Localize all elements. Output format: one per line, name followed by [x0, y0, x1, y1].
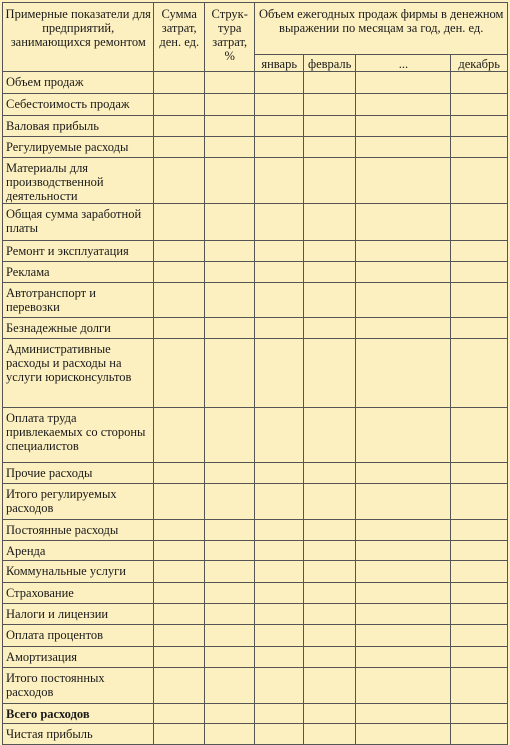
- value-cell: [255, 520, 303, 541]
- table-row: [3, 204, 508, 241]
- value-cell: [303, 561, 356, 583]
- value-cell: [154, 72, 204, 94]
- value-cell: [204, 463, 254, 484]
- value-cell: [451, 318, 508, 339]
- header-annual-sales: Объем ежегодных продаж фирмы в денежном выражении по месяцам за год, ден. ед.: [255, 3, 508, 55]
- value-cell: [204, 94, 254, 116]
- row-label: Аренда: [3, 541, 154, 561]
- value-cell: [154, 204, 204, 241]
- value-cell: [451, 262, 508, 283]
- value-cell: [154, 158, 204, 204]
- value-cell: [451, 604, 508, 625]
- value-cell: [204, 668, 254, 704]
- value-cell: [356, 583, 451, 604]
- value-cell: [356, 625, 451, 647]
- value-cell: [204, 318, 254, 339]
- value-cell: [451, 583, 508, 604]
- value-cell: [154, 520, 204, 541]
- value-cell: [356, 408, 451, 463]
- value-cell: [303, 408, 356, 463]
- header-month-ellipsis: ...: [356, 55, 451, 72]
- value-cell: [303, 283, 356, 318]
- value-cell: [154, 647, 204, 668]
- table-row: [3, 72, 508, 94]
- value-cell: [451, 283, 508, 318]
- value-cell: [154, 583, 204, 604]
- row-label: Коммунальные услуги: [3, 561, 154, 583]
- value-cell: [451, 137, 508, 158]
- value-cell: [204, 262, 254, 283]
- table-row: [3, 408, 508, 463]
- value-cell: [154, 604, 204, 625]
- value-cell: [255, 583, 303, 604]
- header-month-february: февраль: [303, 55, 356, 72]
- table-row: [3, 137, 508, 158]
- value-cell: [255, 94, 303, 116]
- value-cell: [356, 604, 451, 625]
- row-label: Итого регулируемых расходов: [3, 484, 154, 520]
- value-cell: [356, 724, 451, 745]
- row-label: Оплата труда привлекаемых со стороны специалистов: [3, 408, 154, 463]
- value-cell: [204, 647, 254, 668]
- value-cell: [356, 116, 451, 137]
- value-cell: [204, 704, 254, 724]
- row-label: Материалы для производственной деятельности: [3, 158, 154, 204]
- value-cell: [204, 724, 254, 745]
- value-cell: [303, 116, 356, 137]
- value-cell: [204, 72, 254, 94]
- value-cell: [204, 116, 254, 137]
- value-cell: [154, 484, 204, 520]
- value-cell: [154, 116, 204, 137]
- value-cell: [154, 668, 204, 704]
- row-label: Всего расходов: [3, 704, 154, 724]
- value-cell: [154, 339, 204, 408]
- value-cell: [303, 158, 356, 204]
- value-cell: [356, 520, 451, 541]
- table-row: [3, 158, 508, 204]
- table-row: [3, 262, 508, 283]
- value-cell: [154, 94, 204, 116]
- table-row: [3, 520, 508, 541]
- value-cell: [204, 604, 254, 625]
- table-row: [3, 339, 508, 408]
- value-cell: [255, 241, 303, 262]
- value-cell: [255, 724, 303, 745]
- value-cell: [255, 137, 303, 158]
- row-label: Чистая прибыль: [3, 724, 154, 745]
- value-cell: [451, 625, 508, 647]
- value-cell: [255, 604, 303, 625]
- value-cell: [303, 625, 356, 647]
- value-cell: [303, 339, 356, 408]
- value-cell: [255, 561, 303, 583]
- table-row: [3, 318, 508, 339]
- value-cell: [451, 72, 508, 94]
- value-cell: [451, 724, 508, 745]
- value-cell: [204, 561, 254, 583]
- row-label: Валовая прибыль: [3, 116, 154, 137]
- value-cell: [303, 724, 356, 745]
- value-cell: [356, 204, 451, 241]
- value-cell: [451, 158, 508, 204]
- value-cell: [303, 262, 356, 283]
- value-cell: [303, 241, 356, 262]
- row-label: Административные расходы и расходы на услуги юрисконсультов: [3, 339, 154, 408]
- value-cell: [154, 463, 204, 484]
- value-cell: [204, 520, 254, 541]
- value-cell: [255, 204, 303, 241]
- value-cell: [303, 72, 356, 94]
- value-cell: [255, 625, 303, 647]
- value-cell: [356, 647, 451, 668]
- table-row: [3, 561, 508, 583]
- value-cell: [356, 262, 451, 283]
- row-label: Регулируемые расходы: [3, 137, 154, 158]
- value-cell: [451, 541, 508, 561]
- table-row: [3, 704, 508, 724]
- value-cell: [356, 463, 451, 484]
- row-label: Объем продаж: [3, 72, 154, 94]
- value-cell: [356, 704, 451, 724]
- value-cell: [204, 283, 254, 318]
- row-label: Амортизация: [3, 647, 154, 668]
- value-cell: [451, 408, 508, 463]
- row-label: Себестоимость продаж: [3, 94, 154, 116]
- expense-table: [2, 2, 508, 745]
- table-row: [3, 583, 508, 604]
- table-row: [3, 241, 508, 262]
- value-cell: [303, 484, 356, 520]
- value-cell: [154, 241, 204, 262]
- value-cell: [451, 561, 508, 583]
- value-cell: [255, 668, 303, 704]
- value-cell: [204, 339, 254, 408]
- value-cell: [451, 241, 508, 262]
- value-cell: [451, 668, 508, 704]
- value-cell: [255, 318, 303, 339]
- value-cell: [154, 408, 204, 463]
- value-cell: [451, 463, 508, 484]
- value-cell: [303, 668, 356, 704]
- row-label: Автотранспорт и перевозки: [3, 283, 154, 318]
- value-cell: [154, 704, 204, 724]
- value-cell: [154, 724, 204, 745]
- value-cell: [451, 339, 508, 408]
- value-cell: [356, 137, 451, 158]
- value-cell: [303, 94, 356, 116]
- table-row: [3, 625, 508, 647]
- value-cell: [356, 283, 451, 318]
- value-cell: [204, 408, 254, 463]
- value-cell: [154, 262, 204, 283]
- value-cell: [255, 158, 303, 204]
- value-cell: [303, 520, 356, 541]
- value-cell: [204, 137, 254, 158]
- value-cell: [255, 463, 303, 484]
- value-cell: [303, 204, 356, 241]
- value-cell: [204, 158, 254, 204]
- header-indicators: Примерные показатели для предприятий, занимающихся ремонтом: [3, 3, 154, 72]
- value-cell: [255, 484, 303, 520]
- value-cell: [356, 561, 451, 583]
- value-cell: [255, 647, 303, 668]
- value-cell: [451, 204, 508, 241]
- value-cell: [356, 72, 451, 94]
- value-cell: [451, 94, 508, 116]
- value-cell: [204, 241, 254, 262]
- row-label: Страхование: [3, 583, 154, 604]
- table-row: [3, 484, 508, 520]
- value-cell: [303, 463, 356, 484]
- value-cell: [255, 704, 303, 724]
- row-label: Общая сумма заработной платы: [3, 204, 154, 241]
- row-label: Реклама: [3, 262, 154, 283]
- row-label: Налоги и лицензии: [3, 604, 154, 625]
- value-cell: [255, 541, 303, 561]
- value-cell: [204, 204, 254, 241]
- value-cell: [451, 520, 508, 541]
- value-cell: [451, 647, 508, 668]
- value-cell: [356, 668, 451, 704]
- table-row: [3, 604, 508, 625]
- value-cell: [356, 241, 451, 262]
- value-cell: [204, 625, 254, 647]
- value-cell: [154, 283, 204, 318]
- value-cell: [356, 318, 451, 339]
- value-cell: [356, 541, 451, 561]
- row-label: Постоянные расходы: [3, 520, 154, 541]
- value-cell: [356, 339, 451, 408]
- row-label: Оплата процентов: [3, 625, 154, 647]
- table-row: [3, 647, 508, 668]
- header-month-january: январь: [255, 55, 303, 72]
- header-month-december: декабрь: [451, 55, 508, 72]
- value-cell: [204, 541, 254, 561]
- value-cell: [356, 94, 451, 116]
- value-cell: [154, 561, 204, 583]
- value-cell: [303, 704, 356, 724]
- value-cell: [303, 541, 356, 561]
- value-cell: [255, 262, 303, 283]
- value-cell: [255, 116, 303, 137]
- value-cell: [451, 484, 508, 520]
- value-cell: [356, 484, 451, 520]
- value-cell: [303, 647, 356, 668]
- value-cell: [154, 541, 204, 561]
- table-row: [3, 541, 508, 561]
- value-cell: [255, 339, 303, 408]
- table-row: [3, 116, 508, 137]
- header-cost-sum: Сумма затрат, ден. ед.: [154, 3, 204, 72]
- value-cell: [303, 583, 356, 604]
- value-cell: [154, 137, 204, 158]
- value-cell: [303, 604, 356, 625]
- value-cell: [255, 283, 303, 318]
- value-cell: [303, 318, 356, 339]
- row-label: Итого постоянных расходов: [3, 668, 154, 704]
- table-row: [3, 668, 508, 704]
- row-label: Ремонт и эксплуатация: [3, 241, 154, 262]
- value-cell: [154, 625, 204, 647]
- value-cell: [356, 158, 451, 204]
- value-cell: [451, 116, 508, 137]
- value-cell: [204, 583, 254, 604]
- value-cell: [255, 408, 303, 463]
- value-cell: [303, 137, 356, 158]
- value-cell: [204, 484, 254, 520]
- value-cell: [154, 318, 204, 339]
- value-cell: [451, 704, 508, 724]
- table-row: [3, 724, 508, 745]
- header-cost-structure: Струк-тура затрат, %: [204, 3, 254, 72]
- table-row: [3, 283, 508, 318]
- row-label: Прочие расходы: [3, 463, 154, 484]
- table-row: [3, 463, 508, 484]
- table-row: [3, 94, 508, 116]
- row-label: Безнадежные долги: [3, 318, 154, 339]
- value-cell: [255, 72, 303, 94]
